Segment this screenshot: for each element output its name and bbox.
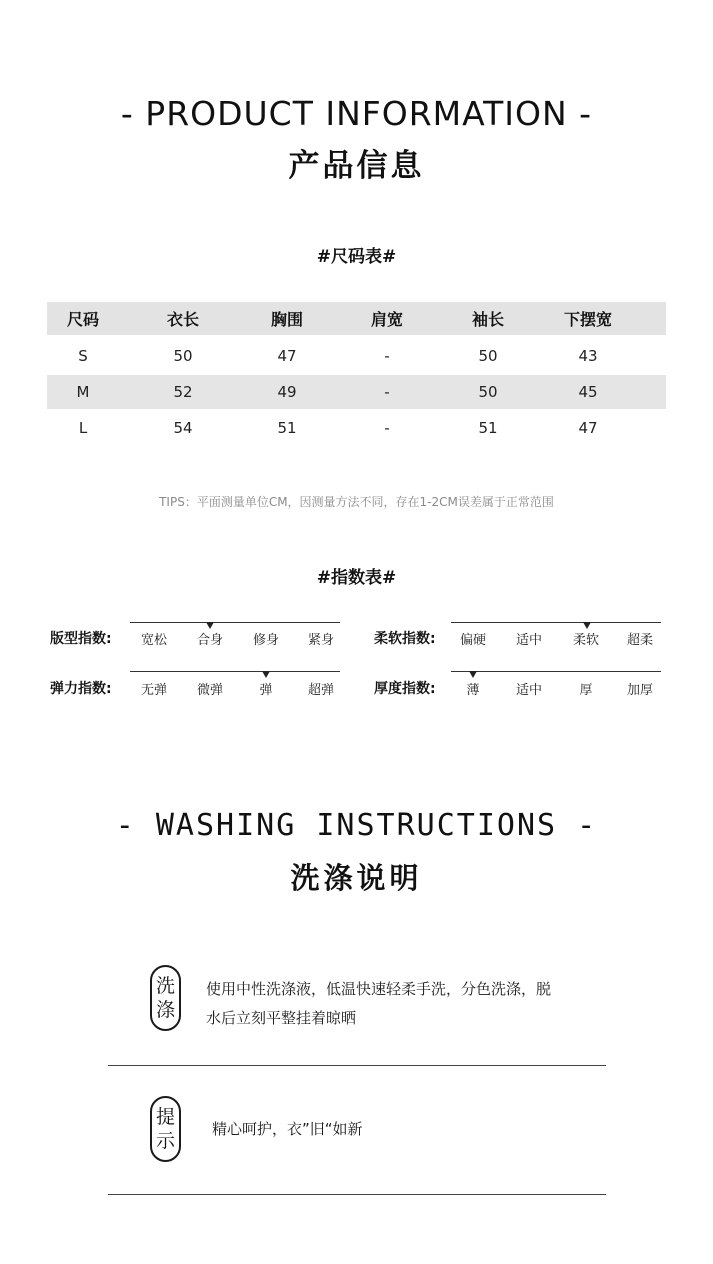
softness-index-option: 适中: [515, 633, 542, 648]
wash-instruction-line: 使用中性洗涤液，低温快速轻柔手洗，分色洗涤，脱: [206, 980, 552, 998]
table-cell: 43: [578, 347, 598, 365]
wash-instruction-text: [206, 975, 551, 1033]
thickness-index-option: 厚: [579, 683, 593, 698]
column-header: 胸围: [270, 310, 303, 329]
section-divider: [108, 1065, 606, 1066]
table-cell: 45: [578, 383, 598, 401]
table-cell: 47: [277, 347, 297, 365]
size-tips: TIPS：平面测量单位CM，因测量方法不同，存在1-2CM误差属于正常范围: [159, 495, 554, 509]
column-header: 袖长: [471, 310, 504, 329]
product-information-title: - PRODUCT INFORMATION -: [120, 94, 593, 133]
thickness-index-option: 加厚: [626, 683, 653, 698]
table-cell: 51: [277, 419, 297, 437]
column-header: 肩宽: [370, 310, 403, 329]
thickness-index-label: 厚度指数:: [374, 681, 436, 697]
fit-index-option: 紧身: [307, 633, 334, 648]
table-row: [47, 339, 666, 373]
elasticity-index-option: 微弹: [196, 683, 223, 698]
product-information-cn-title: 产品信息: [288, 148, 425, 184]
table-cell: S: [78, 347, 88, 365]
column-header: 衣长: [166, 310, 199, 329]
thickness-index-option: 薄: [466, 683, 480, 698]
table-cell: 54: [173, 419, 193, 437]
table-cell: -: [384, 347, 390, 365]
washing-instructions-title: - WASHING INSTRUCTIONS -: [115, 808, 598, 843]
softness-index-label: 柔软指数:: [374, 631, 436, 647]
elasticity-index-marker-icon: [262, 671, 270, 678]
table-cell: 50: [478, 383, 498, 401]
table-cell: 50: [478, 347, 498, 365]
elasticity-index-scale-line: [130, 671, 340, 672]
softness-index-scale-line: [451, 622, 661, 623]
fit-index-option: 修身: [252, 633, 279, 648]
washing-instructions-cn-title: 洗涤说明: [290, 861, 423, 895]
index-table-heading: #指数表#: [316, 568, 397, 588]
table-cell: M: [76, 383, 90, 401]
table-row: [47, 375, 666, 409]
softness-index-option: 偏硬: [459, 633, 486, 648]
tip-badge-char: 提: [155, 1106, 175, 1128]
softness-index-option: 柔软: [572, 633, 599, 648]
table-cell: 49: [277, 383, 297, 401]
elasticity-index-option: 弹: [259, 683, 273, 698]
fit-index-label: 版型指数:: [50, 631, 112, 647]
tip-badge-char: 示: [155, 1130, 175, 1152]
softness-index-option: 超柔: [626, 633, 653, 648]
tip-badge: [150, 1096, 181, 1162]
table-cell: 50: [173, 347, 193, 365]
table-cell: -: [384, 383, 390, 401]
thickness-index-option: 适中: [515, 683, 542, 698]
size-table: [47, 302, 666, 447]
fit-index-option: 宽松: [140, 633, 167, 648]
column-header: 尺码: [66, 310, 99, 329]
fit-index-scale-line: [130, 622, 340, 623]
table-cell: -: [384, 419, 390, 437]
elasticity-index-option: 无弹: [140, 683, 167, 698]
elasticity-index-option: 超弹: [307, 683, 334, 698]
wash-instruction-line: 水后立刻平整挂着晾晒: [206, 1009, 357, 1027]
wash-badge: [150, 965, 181, 1031]
table-row: [47, 411, 666, 445]
wash-badge-char: 洗: [155, 975, 175, 997]
softness-index-marker-icon: [583, 622, 591, 629]
thickness-index-scale-line: [451, 671, 661, 672]
elasticity-index-label: 弹力指数:: [50, 681, 112, 697]
size-table-header-row: [47, 302, 666, 335]
table-cell: 51: [478, 419, 498, 437]
wash-badge-char: 涤: [155, 999, 175, 1021]
fit-index-marker-icon: [206, 622, 214, 629]
care-tip-text: [212, 1115, 363, 1144]
fit-index-option: 合身: [196, 633, 223, 648]
table-cell: 47: [578, 419, 598, 437]
table-cell: 52: [173, 383, 193, 401]
column-header: 下摆宽: [563, 310, 612, 329]
section-divider: [108, 1194, 606, 1195]
thickness-index-marker-icon: [469, 671, 477, 678]
table-cell: L: [78, 419, 88, 437]
care-tip-line: 精心呵护，衣”旧“如新: [212, 1120, 363, 1138]
size-table-heading: #尺码表#: [316, 247, 397, 267]
